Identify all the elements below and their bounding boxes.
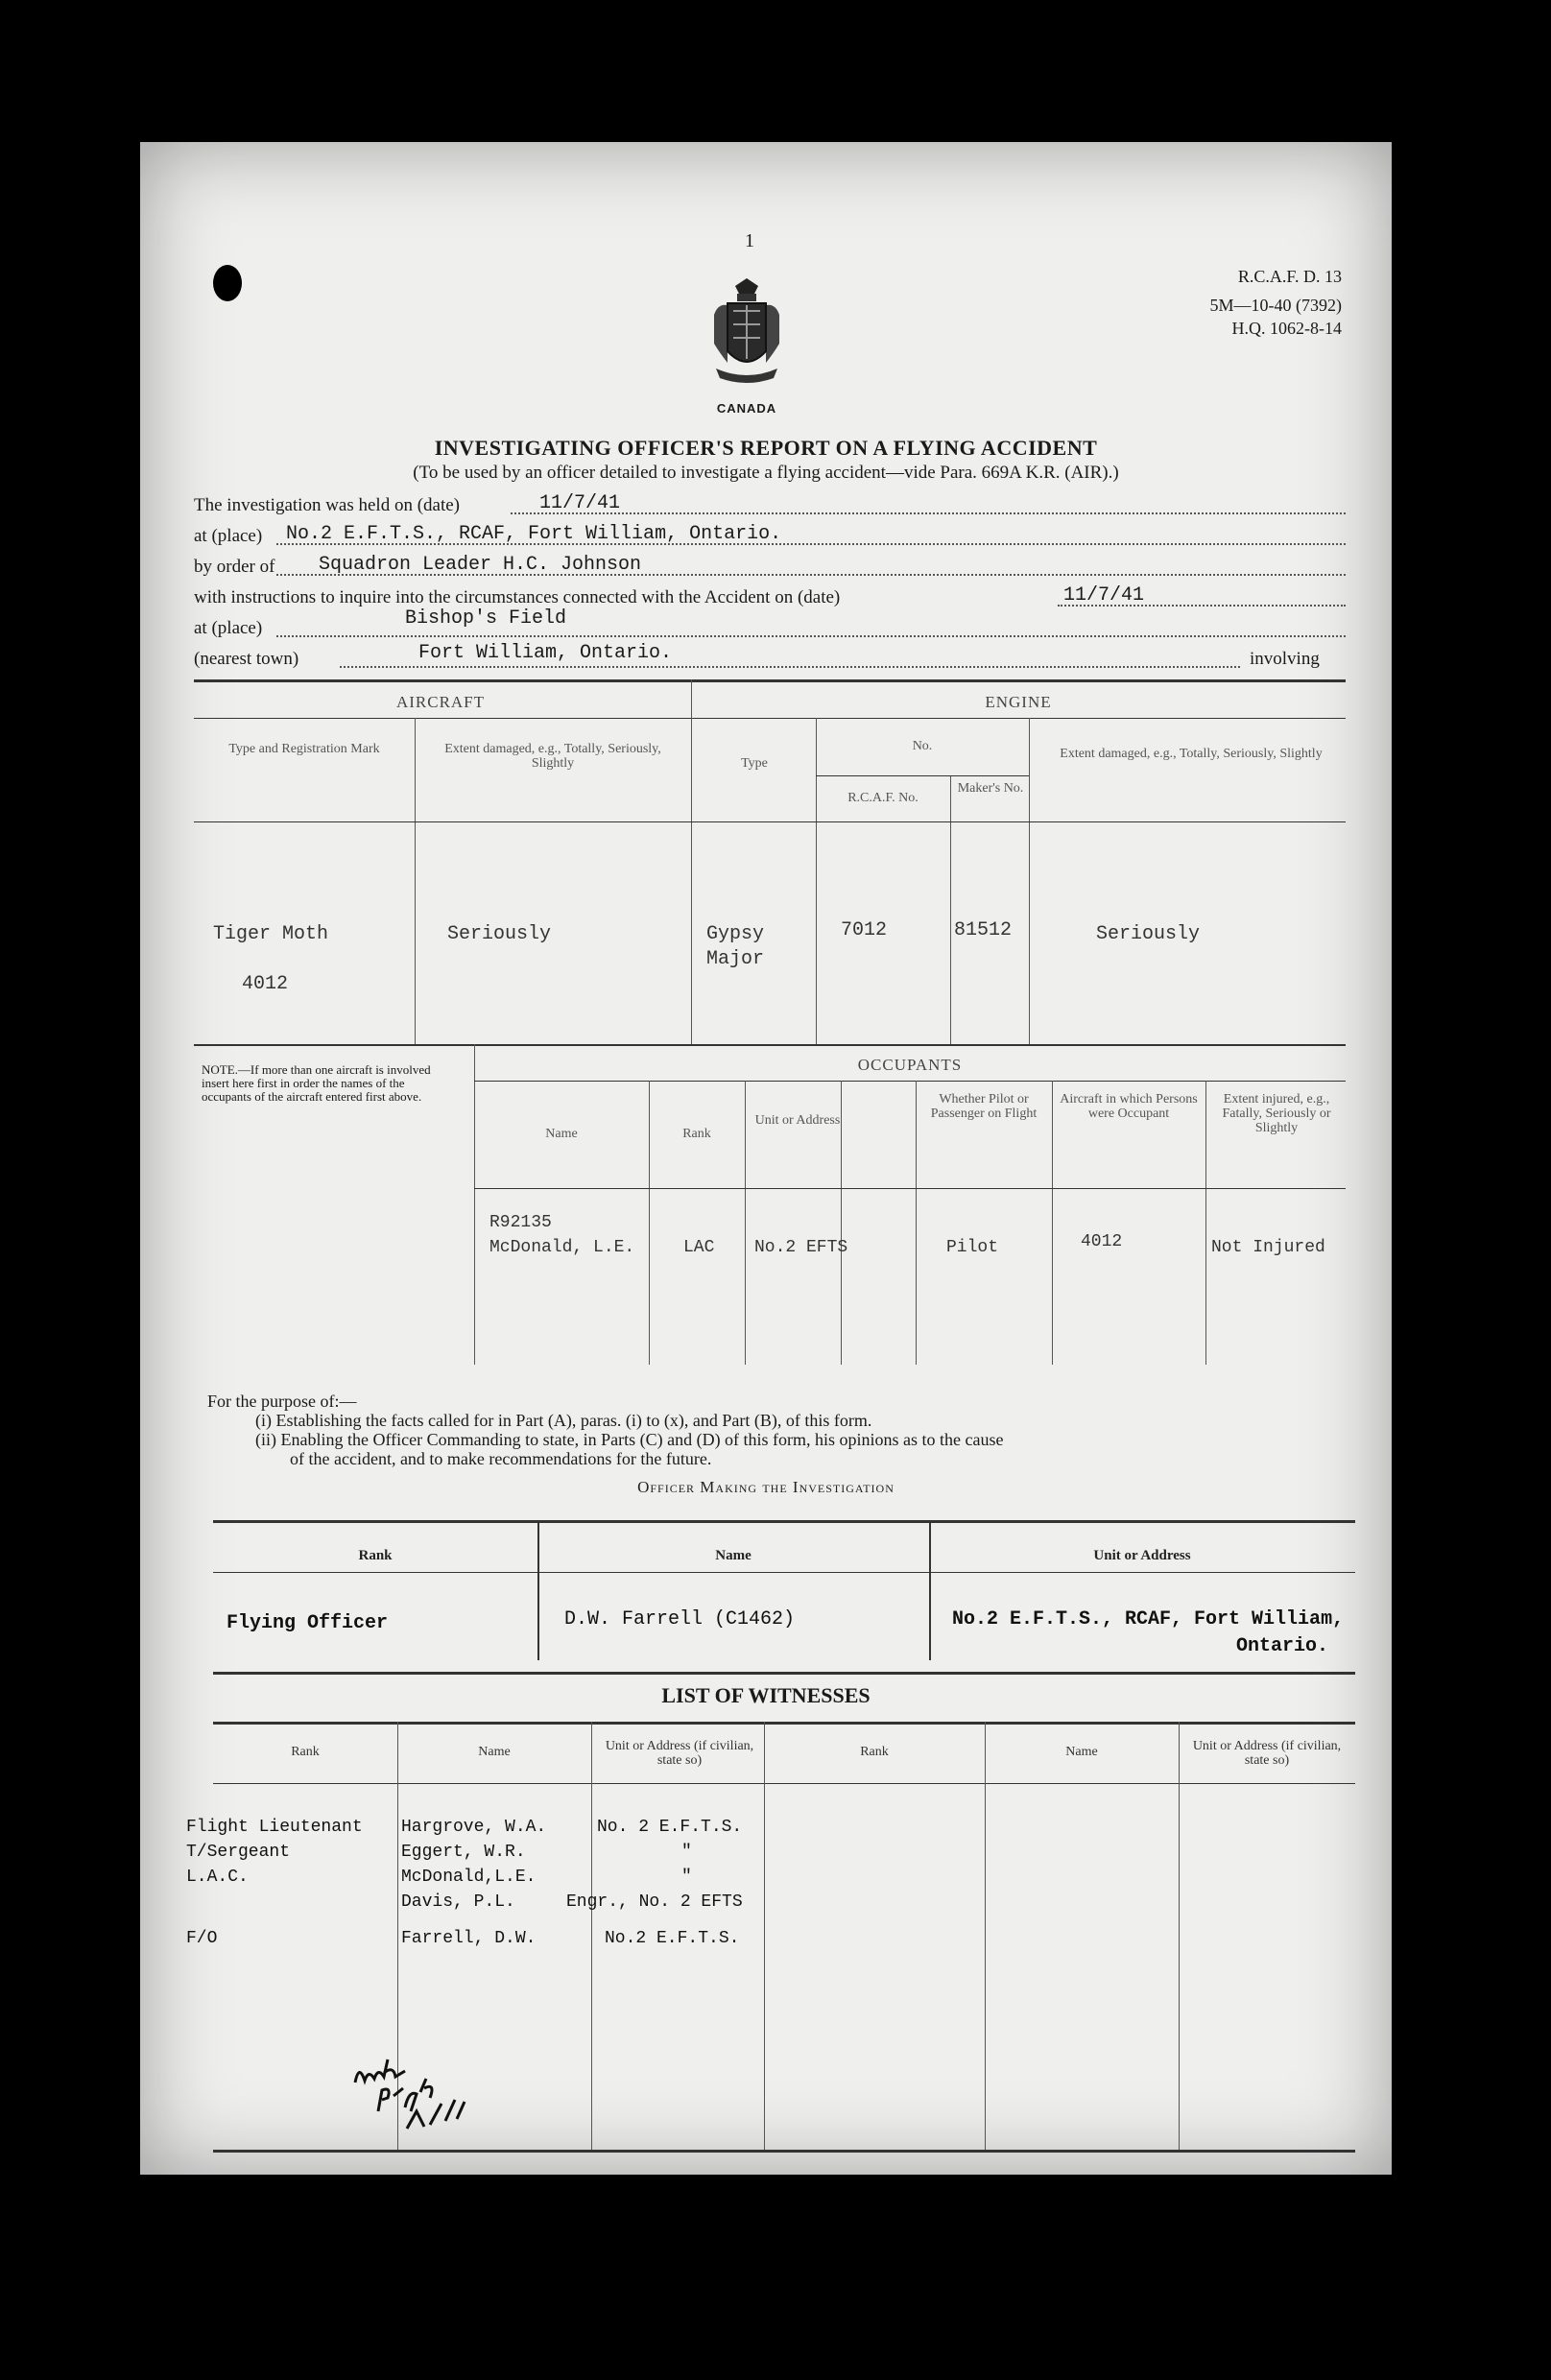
col-makers-no: Maker's No.: [957, 781, 1024, 796]
form-ref-hq: H.Q. 1062-8-14: [1231, 319, 1342, 338]
field-investigation-date: The investigation was held on (date) 11/7/41: [194, 488, 1346, 520]
officer-unit-line1: No.2 E.F.T.S., RCAF, Fort William,: [952, 1608, 1345, 1630]
witnesses-title: LIST OF WITNESSES: [661, 1683, 871, 1707]
aircraft-type: Tiger Moth: [213, 923, 329, 945]
col-witness-name: Name: [478, 1745, 511, 1759]
witness-unit: ": [681, 1868, 692, 1887]
witness-name: Eggert, W.R.: [401, 1843, 526, 1862]
witness-rank: F/O: [186, 1929, 218, 1948]
occupant-aircraft: 4012: [1081, 1232, 1123, 1251]
aircraft-extent: Seriously: [447, 923, 552, 945]
col-officer-unit: Unit or Address: [1093, 1548, 1191, 1563]
witness-name: Davis, P.L.: [401, 1892, 515, 1912]
col-extent-aircraft: Extent damaged, e.g., Totally, Seriously, Slightly: [444, 742, 661, 771]
field-accident-place: at (place) Bishop's Field: [194, 610, 1346, 643]
involving-label: involving: [1250, 649, 1320, 669]
engine-type-line2: Major: [706, 948, 765, 970]
col-engine-no: No.: [912, 739, 933, 753]
form-page: [140, 142, 1392, 2175]
handwritten-annotation-icon: [349, 2044, 493, 2140]
investigation-date-value: 11/7/41: [539, 492, 621, 514]
occupant-name: McDonald, L.E.: [489, 1238, 635, 1257]
officer-name: D.W. Farrell (C1462): [564, 1608, 796, 1630]
form-ref-print: 5M—10-40 (7392): [1209, 296, 1342, 315]
col-occupant-rank: Rank: [682, 1127, 711, 1141]
col-witness-rank-2: Rank: [860, 1745, 889, 1759]
engine-section-title: ENGINE: [985, 693, 1052, 711]
accident-date-value: 11/7/41: [1063, 584, 1145, 607]
form-title: INVESTIGATING OFFICER'S REPORT ON A FLYING ACCIDENT: [434, 436, 1098, 460]
field-nearest-town: (nearest town) Fort William, Ontario. involving: [194, 642, 1320, 669]
field-by-order: by order of Squadron Leader H.C. Johnson: [194, 549, 1346, 582]
col-type-registration: Type and Registration Mark: [228, 742, 380, 756]
purpose-item-2-cont: of the accident, and to make recommendations for the future.: [290, 1449, 712, 1468]
place-value: No.2 E.F.T.S., RCAF, Fort William, Ontario.: [286, 523, 782, 545]
witness-unit: ": [681, 1843, 692, 1862]
col-witness-unit-2: Unit or Address (if civilian, state so): [1192, 1739, 1342, 1768]
col-aircraft-occupant: Aircraft in which Persons were Occupant: [1060, 1092, 1198, 1121]
note-text: NOTE.—If more than one aircraft is involved insert here first in order the names of the occupants of the aircraft entered first above.: [202, 1062, 431, 1104]
coat-of-arms-icon: [706, 276, 787, 390]
engine-extent: Seriously: [1096, 923, 1201, 945]
engine-makers-no: 81512: [954, 919, 1013, 941]
col-pilot-passenger: Whether Pilot or Passenger on Flight: [930, 1092, 1038, 1121]
col-engine-type: Type: [741, 756, 768, 771]
officer-section-title: Officer Making the Investigation: [637, 1478, 895, 1496]
engine-rcaf-no: 7012: [841, 919, 888, 941]
col-officer-rank: Rank: [358, 1548, 393, 1563]
witness-unit: Engr., No. 2 EFTS: [566, 1892, 743, 1912]
punch-hole: [213, 265, 242, 301]
officer-rank: Flying Officer: [227, 1612, 389, 1634]
engine-type-line1: Gypsy: [706, 923, 765, 945]
occupant-unit: No.2 EFTS: [754, 1238, 848, 1257]
col-witness-name-2: Name: [1065, 1745, 1098, 1759]
col-witness-rank: Rank: [291, 1745, 320, 1759]
field-accident-date: with instructions to inquire into the circumstances connected with the Accident on (date) 11/7/41: [194, 580, 1346, 612]
col-occupant-name: Name: [545, 1127, 578, 1141]
witness-unit: No. 2 E.F.T.S.: [597, 1818, 743, 1837]
occupant-rank: LAC: [683, 1238, 715, 1257]
witness-rank: L.A.C.: [186, 1868, 249, 1887]
crest-label: CANADA: [716, 401, 777, 416]
purpose-item-1: (i) Establishing the facts called for in Part (A), paras. (i) to (x), and Part (B), of this form.: [255, 1411, 872, 1430]
field-place: at (place) No.2 E.F.T.S., RCAF, Fort William, Ontario.: [194, 518, 1346, 551]
witness-name: Hargrove, W.A.: [401, 1818, 547, 1837]
purpose-item-2: (ii) Enabling the Officer Commanding to state, in Parts (C) and (D) of this form, his opinions as to the cause: [255, 1430, 1004, 1449]
by-order-value: Squadron Leader H.C. Johnson: [319, 554, 642, 576]
col-officer-name: Name: [715, 1548, 752, 1563]
witness-unit: No.2 E.F.T.S.: [605, 1929, 740, 1948]
form-ref-code: R.C.A.F. D. 13: [1237, 267, 1342, 286]
officer-unit-line2: Ontario.: [1236, 1635, 1329, 1657]
page-number: 1: [745, 230, 754, 251]
col-extent-injured: Extent injured, e.g., Fatally, Seriously or Slightly: [1222, 1092, 1331, 1135]
col-extent-engine: Extent damaged, e.g., Totally, Seriously, Slightly: [1060, 747, 1323, 761]
occupants-title: OCCUPANTS: [857, 1056, 963, 1074]
col-occupant-unit: Unit or Address: [754, 1113, 841, 1128]
witness-name: Farrell, D.W.: [401, 1929, 537, 1948]
aircraft-section-title: AIRCRAFT: [395, 693, 486, 711]
occupant-role: Pilot: [946, 1238, 999, 1257]
occupant-number: R92135: [489, 1213, 552, 1232]
purpose-intro: For the purpose of:—: [207, 1392, 357, 1411]
accident-place-value: Bishop's Field: [405, 607, 567, 630]
col-rcaf-no: R.C.A.F. No.: [847, 791, 919, 805]
nearest-town-value: Fort William, Ontario.: [418, 642, 673, 664]
witness-rank: T/Sergeant: [186, 1843, 291, 1862]
witness-name: McDonald,L.E.: [401, 1868, 537, 1887]
col-witness-unit: Unit or Address (if civilian, state so): [605, 1739, 754, 1768]
witness-rank: Flight Lieutenant: [186, 1818, 363, 1837]
occupant-extent: Not Injured: [1211, 1238, 1325, 1257]
aircraft-registration: 4012: [242, 973, 289, 995]
form-reference: [1210, 265, 1343, 340]
form-subtitle: (To be used by an officer detailed to investigate a flying accident—vide Para. 669A K.R. (AIR).): [413, 463, 1119, 483]
